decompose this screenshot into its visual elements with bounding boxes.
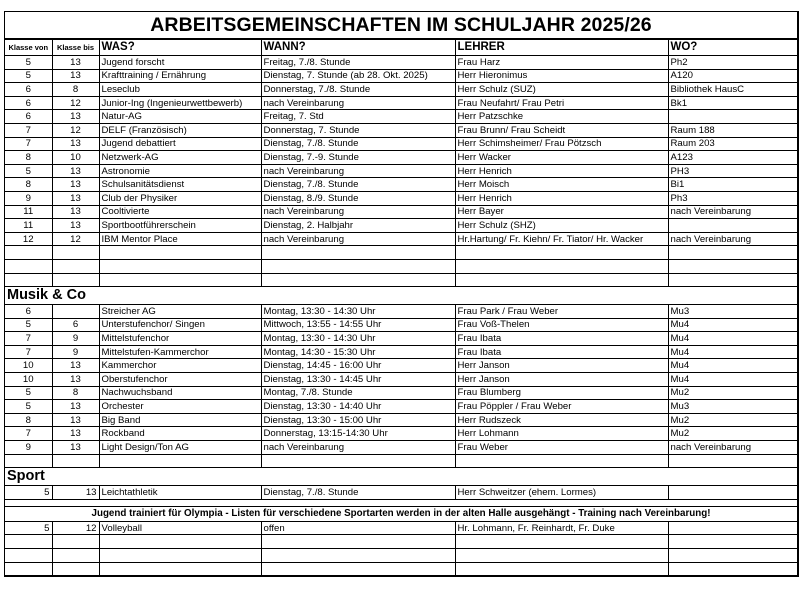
cell-klasse-von: 5 [5, 56, 52, 70]
cell-lehrer [455, 259, 668, 273]
cell-wann: nach Vereinbarung [261, 96, 455, 110]
cell-klasse-von: 5 [5, 164, 52, 178]
table-row [5, 83, 797, 97]
cell-wann: nach Vereinbarung [261, 232, 455, 246]
cell-was: Krafttraining / Ernährung [99, 69, 261, 83]
table-row [5, 345, 797, 359]
cell-klasse-bis [52, 273, 99, 287]
table-row [5, 535, 797, 549]
cell-klasse-von: 5 [5, 486, 52, 500]
cell-klasse-bis [52, 259, 99, 273]
ag-sheet [4, 11, 799, 577]
cell-klasse-bis: 13 [52, 413, 99, 427]
table-row [5, 486, 797, 500]
cell-wo [668, 562, 797, 576]
cell-klasse-bis: 13 [52, 373, 99, 387]
section-heading-row [5, 468, 797, 486]
cell-wo [668, 454, 797, 468]
cell-was: Oberstufenchor [99, 373, 261, 387]
cell-klasse-bis: 13 [52, 486, 99, 500]
cell-klasse-von: 10 [5, 359, 52, 373]
table-row [5, 413, 797, 427]
cell-klasse-von: 12 [5, 232, 52, 246]
cell-wann: Donnerstag, 13:15-14:30 Uhr [261, 427, 455, 441]
cell-klasse-von: 6 [5, 110, 52, 124]
cell-klasse-bis: 9 [52, 332, 99, 346]
cell-klasse-bis: 12 [52, 123, 99, 137]
cell-wann: Donnerstag, 7./8. Stunde [261, 83, 455, 97]
cell-klasse-bis: 12 [52, 521, 99, 535]
cell-wo: A123 [668, 151, 797, 165]
cell-wann: Dienstag, 14:45 - 16:00 Uhr [261, 359, 455, 373]
table-row [5, 219, 797, 233]
cell-wo: Bk1 [668, 96, 797, 110]
cell-wo: nach Vereinbarung [668, 441, 797, 455]
cell-was: Club der Physiker [99, 191, 261, 205]
cell-was: Leichtathletik [99, 486, 261, 500]
cell-was [99, 562, 261, 576]
cell-was [99, 246, 261, 260]
cell-wann: Montag, 14:30 - 15:30 Uhr [261, 345, 455, 359]
cell-lehrer: Frau Ibata [455, 345, 668, 359]
cell-wo: nach Vereinbarung [668, 232, 797, 246]
cell-wo: Mu4 [668, 318, 797, 332]
cell-klasse-von: 11 [5, 219, 52, 233]
table-row [5, 373, 797, 387]
table-row [5, 332, 797, 346]
cell-wo: PH3 [668, 164, 797, 178]
cell-wann: nach Vereinbarung [261, 441, 455, 455]
cell-klasse-von [5, 549, 52, 563]
cell-klasse-bis: 13 [52, 400, 99, 414]
cell-wo [668, 110, 797, 124]
cell-klasse-von: 7 [5, 137, 52, 151]
cell-wann: Montag, 13:30 - 14:30 Uhr [261, 305, 455, 319]
cell-klasse-bis: 13 [52, 69, 99, 83]
cell-wo: Raum 188 [668, 123, 797, 137]
cell-wann: offen [261, 521, 455, 535]
cell-wann: Dienstag, 2. Halbjahr [261, 219, 455, 233]
table-row [5, 123, 797, 137]
cell-klasse-von: 6 [5, 96, 52, 110]
cell-lehrer: Frau Voß-Thelen [455, 318, 668, 332]
cell-lehrer [455, 454, 668, 468]
cell-lehrer: Herr Bayer [455, 205, 668, 219]
cell-klasse-von: 7 [5, 427, 52, 441]
table-row [5, 151, 797, 165]
cell-was: Rockband [99, 427, 261, 441]
cell-lehrer: Herr Patzschke [455, 110, 668, 124]
cell-klasse-von [5, 535, 52, 549]
cell-klasse-bis: 13 [52, 178, 99, 192]
cell-wann: Dienstag, 7. Stunde (ab 28. Okt. 2025) [261, 69, 455, 83]
ag-table-body [5, 40, 797, 576]
cell-lehrer: Herr Moisch [455, 178, 668, 192]
table-row [5, 259, 797, 273]
cell-lehrer: Herr Janson [455, 373, 668, 387]
cell-lehrer: Herr Schweitzer (ehem. Lormes) [455, 486, 668, 500]
cell-wann: Dienstag, 13:30 - 15:00 Uhr [261, 413, 455, 427]
cell-klasse-bis: 12 [52, 96, 99, 110]
cell-lehrer: Frau Ibata [455, 332, 668, 346]
cell-klasse-bis: 13 [52, 427, 99, 441]
cell-wann: Freitag, 7. Std [261, 110, 455, 124]
cell-was: IBM Mentor Place [99, 232, 261, 246]
cell-lehrer: Herr Lohmann [455, 427, 668, 441]
table-row [5, 318, 797, 332]
cell-was: DELF (Französisch) [99, 123, 261, 137]
cell-klasse-von: 7 [5, 345, 52, 359]
cell-wo: Ph2 [668, 56, 797, 70]
cell-wann [261, 549, 455, 563]
cell-wann [261, 246, 455, 260]
cell-klasse-bis [52, 246, 99, 260]
cell-lehrer: Frau Harz [455, 56, 668, 70]
cell-wann: Dienstag, 7./8. Stunde [261, 137, 455, 151]
cell-wann: Dienstag, 7./8. Stunde [261, 486, 455, 500]
spacer [5, 499, 797, 506]
cell-wann: nach Vereinbarung [261, 164, 455, 178]
cell-lehrer: Herr Schulz (SHZ) [455, 219, 668, 233]
cell-klasse-bis [52, 549, 99, 563]
cell-was [99, 259, 261, 273]
cell-klasse-bis [52, 454, 99, 468]
table-row [5, 427, 797, 441]
cell-klasse-von: 9 [5, 191, 52, 205]
table-row [5, 454, 797, 468]
cell-klasse-von: 8 [5, 413, 52, 427]
cell-wo: Mu3 [668, 400, 797, 414]
cell-wo: Mu3 [668, 305, 797, 319]
cell-lehrer: Frau Weber [455, 441, 668, 455]
cell-wo [668, 219, 797, 233]
header-klasse-bis: Klasse bis [52, 40, 99, 56]
cell-lehrer: Herr Schulz (SUZ) [455, 83, 668, 97]
sport-note: Jugend trainiert für Olympia - Listen für verschiedene Sportarten werden in der alten Halle ausgehängt - Training nach Vereinbarung! [5, 506, 797, 521]
cell-klasse-bis: 13 [52, 359, 99, 373]
cell-klasse-bis: 13 [52, 164, 99, 178]
header-was: WAS? [99, 40, 261, 56]
cell-wo: Mu2 [668, 413, 797, 427]
cell-klasse-bis [52, 562, 99, 576]
cell-wann: Mittwoch, 13:55 - 14:55 Uhr [261, 318, 455, 332]
cell-klasse-von: 5 [5, 400, 52, 414]
table-row [5, 110, 797, 124]
cell-was: Cooltivierte [99, 205, 261, 219]
cell-lehrer: Frau Brunn/ Frau Scheidt [455, 123, 668, 137]
cell-wo: Mu2 [668, 427, 797, 441]
cell-was [99, 454, 261, 468]
cell-klasse-von [5, 273, 52, 287]
cell-wo: Mu4 [668, 332, 797, 346]
cell-wo: Ph3 [668, 191, 797, 205]
cell-wo: Raum 203 [668, 137, 797, 151]
cell-klasse-von: 10 [5, 373, 52, 387]
cell-wann: Dienstag, 7.-9. Stunde [261, 151, 455, 165]
cell-klasse-bis: 13 [52, 441, 99, 455]
cell-lehrer: Herr Rudszeck [455, 413, 668, 427]
cell-klasse-bis: 8 [52, 83, 99, 97]
section-heading-row [5, 287, 797, 305]
cell-was: Unterstufenchor/ Singen [99, 318, 261, 332]
sheet-title: ARBEITSGEMEINSCHAFTEN IM SCHULJAHR 2025/26 [5, 12, 797, 39]
cell-was: Leseclub [99, 83, 261, 97]
cell-wo [668, 549, 797, 563]
table-row [5, 246, 797, 260]
cell-was: Volleyball [99, 521, 261, 535]
cell-klasse-von: 5 [5, 318, 52, 332]
cell-was: Nachwuchsband [99, 386, 261, 400]
cell-klasse-bis: 13 [52, 219, 99, 233]
cell-klasse-bis [52, 305, 99, 319]
cell-wann: Freitag, 7./8. Stunde [261, 56, 455, 70]
cell-was: Orchester [99, 400, 261, 414]
cell-wo [668, 259, 797, 273]
cell-klasse-bis: 13 [52, 56, 99, 70]
cell-wo [668, 521, 797, 535]
cell-lehrer [455, 273, 668, 287]
cell-klasse-bis: 6 [52, 318, 99, 332]
cell-klasse-bis: 13 [52, 110, 99, 124]
cell-was: Big Band [99, 413, 261, 427]
cell-was: Kammerchor [99, 359, 261, 373]
cell-klasse-bis: 13 [52, 137, 99, 151]
cell-klasse-bis: 9 [52, 345, 99, 359]
header-klasse-von: Klasse von [5, 40, 52, 56]
cell-klasse-von: 5 [5, 386, 52, 400]
table-row [5, 232, 797, 246]
cell-lehrer: Frau Pöppler / Frau Weber [455, 400, 668, 414]
cell-was [99, 535, 261, 549]
cell-wo [668, 273, 797, 287]
cell-klasse-von: 5 [5, 521, 52, 535]
table-row [5, 56, 797, 70]
cell-lehrer: Hr. Lohmann, Fr. Reinhardt, Fr. Duke [455, 521, 668, 535]
table-row [5, 305, 797, 319]
cell-lehrer: Herr Henrich [455, 191, 668, 205]
cell-wo [668, 486, 797, 500]
cell-wo: Mu4 [668, 359, 797, 373]
cell-wann: nach Vereinbarung [261, 205, 455, 219]
header-row [5, 40, 797, 56]
cell-lehrer [455, 246, 668, 260]
table-row [5, 562, 797, 576]
cell-was: Jugend forscht [99, 56, 261, 70]
cell-klasse-von [5, 454, 52, 468]
table-row [5, 205, 797, 219]
cell-lehrer: Herr Schimsheimer/ Frau Pötzsch [455, 137, 668, 151]
cell-lehrer: Herr Janson [455, 359, 668, 373]
cell-klasse-von: 6 [5, 83, 52, 97]
cell-lehrer: Frau Park / Frau Weber [455, 305, 668, 319]
cell-klasse-von: 8 [5, 178, 52, 192]
cell-klasse-von [5, 259, 52, 273]
sport-note-row [5, 506, 797, 521]
cell-wo [668, 246, 797, 260]
table-row [5, 549, 797, 563]
header-wann: WANN? [261, 40, 455, 56]
cell-was: Schulsanitätsdienst [99, 178, 261, 192]
cell-klasse-von: 7 [5, 332, 52, 346]
cell-klasse-bis: 13 [52, 205, 99, 219]
header-wo: WO? [668, 40, 797, 56]
cell-lehrer [455, 549, 668, 563]
cell-was: Mittelstufenchor [99, 332, 261, 346]
cell-was: Sportbootführerschein [99, 219, 261, 233]
table-row [5, 441, 797, 455]
cell-wo: Mu2 [668, 386, 797, 400]
table-row [5, 191, 797, 205]
table-row [5, 137, 797, 151]
cell-wann: Montag, 13:30 - 14:30 Uhr [261, 332, 455, 346]
cell-lehrer: Herr Wacker [455, 151, 668, 165]
cell-wo [668, 535, 797, 549]
cell-klasse-von: 7 [5, 123, 52, 137]
cell-klasse-bis: 13 [52, 191, 99, 205]
cell-wo: A120 [668, 69, 797, 83]
cell-klasse-bis: 10 [52, 151, 99, 165]
cell-wo: Mu4 [668, 345, 797, 359]
table-row [5, 400, 797, 414]
cell-wann: Dienstag, 8./9. Stunde [261, 191, 455, 205]
table-row [5, 69, 797, 83]
spacer-row [5, 499, 797, 506]
cell-wo: Bibliothek HausC [668, 83, 797, 97]
cell-was [99, 273, 261, 287]
cell-was: Streicher AG [99, 305, 261, 319]
cell-lehrer: Frau Neufahrt/ Frau Petri [455, 96, 668, 110]
cell-lehrer [455, 535, 668, 549]
cell-klasse-von: 6 [5, 305, 52, 319]
table-row [5, 359, 797, 373]
cell-klasse-bis: 12 [52, 232, 99, 246]
cell-wann [261, 562, 455, 576]
cell-klasse-von: 5 [5, 69, 52, 83]
header-lehrer: LEHRER [455, 40, 668, 56]
cell-was [99, 549, 261, 563]
cell-was: Natur-AG [99, 110, 261, 124]
section-heading: Musik & Co [5, 287, 797, 305]
cell-wann [261, 535, 455, 549]
cell-lehrer: Herr Henrich [455, 164, 668, 178]
cell-was: Junior-Ing (Ingenieurwettbewerb) [99, 96, 261, 110]
cell-wann [261, 454, 455, 468]
cell-wo: nach Vereinbarung [668, 205, 797, 219]
cell-klasse-bis [52, 535, 99, 549]
cell-wann: Dienstag, 13:30 - 14:45 Uhr [261, 373, 455, 387]
cell-wo: Mu4 [668, 373, 797, 387]
cell-klasse-bis: 8 [52, 386, 99, 400]
cell-was: Mittelstufen-Kammerchor [99, 345, 261, 359]
cell-klasse-von: 8 [5, 151, 52, 165]
ag-table [5, 39, 797, 576]
cell-wann [261, 259, 455, 273]
cell-lehrer: Hr.Hartung/ Fr. Kiehn/ Fr. Tiator/ Hr. Wacker [455, 232, 668, 246]
cell-wann: Montag, 7./8. Stunde [261, 386, 455, 400]
cell-lehrer: Frau Blumberg [455, 386, 668, 400]
table-row [5, 96, 797, 110]
cell-klasse-von: 9 [5, 441, 52, 455]
cell-was: Light Design/Ton AG [99, 441, 261, 455]
cell-was: Netzwerk-AG [99, 151, 261, 165]
table-row [5, 521, 797, 535]
cell-lehrer [455, 562, 668, 576]
cell-klasse-von [5, 562, 52, 576]
section-heading: Sport [5, 468, 797, 486]
table-row [5, 178, 797, 192]
cell-wann: Dienstag, 7./8. Stunde [261, 178, 455, 192]
cell-klasse-von: 11 [5, 205, 52, 219]
cell-wo: Bi1 [668, 178, 797, 192]
cell-wann [261, 273, 455, 287]
cell-klasse-von [5, 246, 52, 260]
table-row [5, 273, 797, 287]
cell-wann: Dienstag, 13:30 - 14:40 Uhr [261, 400, 455, 414]
cell-was: Jugend debattiert [99, 137, 261, 151]
table-row [5, 164, 797, 178]
cell-wann: Donnerstag, 7. Stunde [261, 123, 455, 137]
table-row [5, 386, 797, 400]
cell-lehrer: Herr Hieronimus [455, 69, 668, 83]
cell-was: Astronomie [99, 164, 261, 178]
